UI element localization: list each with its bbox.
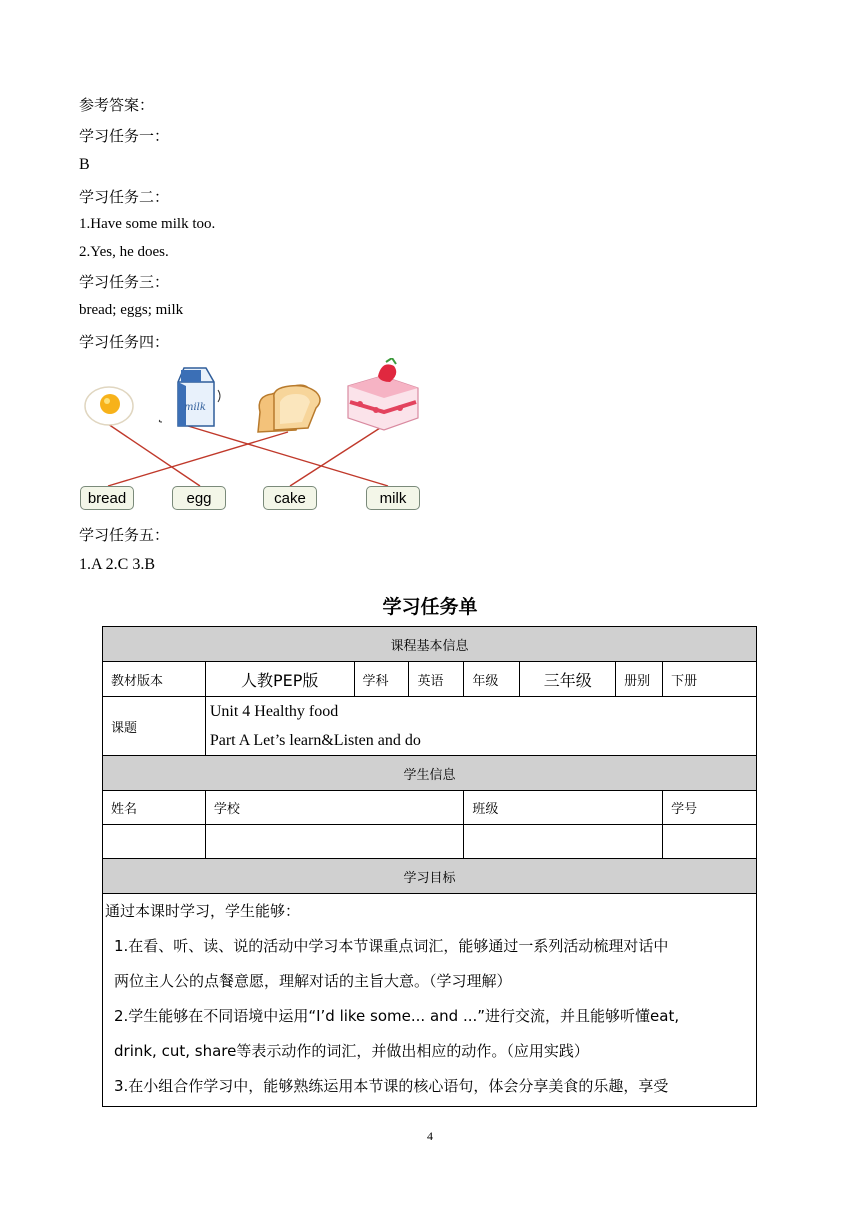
topic-label: 课题 xyxy=(103,697,206,756)
line-bread xyxy=(108,432,288,486)
school-label: 学校 xyxy=(205,791,464,825)
number-label: 学号 xyxy=(663,791,757,825)
section-goals: 学习目标 xyxy=(103,859,757,894)
matching-exercise xyxy=(78,358,438,518)
grade-value: 三年级 xyxy=(520,662,616,697)
topic-line-2: Part A Let’s learn&Listen and do xyxy=(209,732,421,749)
volume-value: 下册 xyxy=(663,662,757,697)
goal-2-line-1: 2.学生能够在不同语境中运用“I’d like some... and ...”进行交流，并且能够听懂eat, xyxy=(114,1007,680,1025)
task1-label: 学习任务一： xyxy=(79,127,170,145)
section-course-info: 课程基本信息 xyxy=(103,627,757,662)
word-box-milk: milk xyxy=(366,486,420,510)
goal-1-line-1: 1.在看、听、读、说的活动中学习本节课重点词汇，能够通过一系列活动梳理对话中 xyxy=(114,937,669,955)
task3-label: 学习任务三： xyxy=(79,273,170,291)
textbook-value: 人教PEP版 xyxy=(205,662,354,697)
grade-label: 年级 xyxy=(464,662,520,697)
word-box-egg: egg xyxy=(172,486,226,510)
task3-answer: bread; eggs; milk xyxy=(79,302,184,318)
sheet-title: 学习任务单 xyxy=(382,596,478,618)
bread-icon xyxy=(250,380,330,440)
textbook-label: 教材版本 xyxy=(103,662,206,697)
subject-label: 学科 xyxy=(354,662,409,697)
goal-3-line-1: 3.在小组合作学习中，能够熟练运用本节课的核心语句，体会分享美食的乐趣，享受 xyxy=(114,1077,669,1095)
task2-label: 学习任务二： xyxy=(79,188,170,206)
word-box-bread: bread xyxy=(80,486,134,510)
name-label: 姓名 xyxy=(103,791,206,825)
school-field[interactable] xyxy=(205,825,464,859)
topic-line-1: Unit 4 Healthy food xyxy=(209,703,339,720)
goals-intro: 通过本课时学习，学生能够： xyxy=(105,902,301,920)
fried-egg-icon xyxy=(82,382,138,428)
cake-icon xyxy=(342,358,424,432)
class-label: 班级 xyxy=(464,791,663,825)
task1-answer: B xyxy=(79,156,90,173)
answers-heading: 参考答案： xyxy=(79,96,155,114)
learning-task-sheet xyxy=(102,626,757,1107)
task4-label: 学习任务四： xyxy=(79,333,170,351)
word-box-cake: cake xyxy=(263,486,317,510)
volume-label: 册别 xyxy=(616,662,663,697)
subject-value: 英语 xyxy=(409,662,464,697)
name-field[interactable] xyxy=(103,825,206,859)
task5-label: 学习任务五： xyxy=(79,526,170,544)
task2-answer-1: 1.Have some milk too. xyxy=(79,216,216,232)
goal-2-line-2: drink, cut, share等表示动作的词汇，并做出相应的动作。（应用实践） xyxy=(114,1042,589,1060)
goal-1-line-2: 两位主人公的点餐意愿，理解对话的主旨大意。（学习理解） xyxy=(114,972,512,990)
goals-cell xyxy=(103,894,757,1107)
topic-value xyxy=(205,697,756,756)
milk-carton-label: milk xyxy=(184,402,206,413)
number-field[interactable] xyxy=(663,825,757,859)
class-field[interactable] xyxy=(464,825,663,859)
line-egg xyxy=(108,424,200,486)
section-student-info: 学生信息 xyxy=(103,756,757,791)
task5-answer: 1.A 2.C 3.B xyxy=(79,556,156,573)
page-number: 4 xyxy=(427,1129,433,1143)
milk-carton-icon xyxy=(156,364,226,430)
task2-answer-2: 2.Yes, he does. xyxy=(79,244,169,260)
